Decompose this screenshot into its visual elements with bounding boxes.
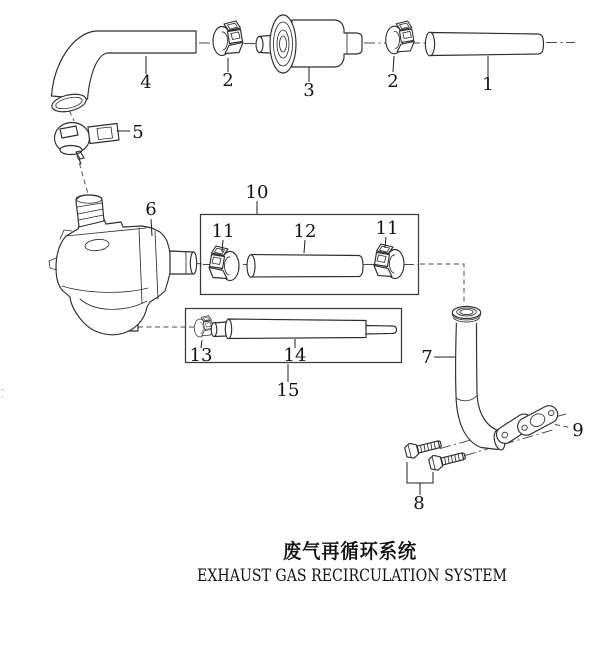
callout-11a: 11 xyxy=(211,221,235,242)
callout-7: 7 xyxy=(421,347,433,368)
part-12-hose xyxy=(247,255,363,278)
callout-4: 4 xyxy=(140,72,152,93)
part-11-clamp-left xyxy=(209,246,239,281)
part-3-valve-canister xyxy=(256,15,362,73)
callout-13: 13 xyxy=(189,345,213,366)
callout-11b: 11 xyxy=(375,218,399,239)
part-14-pipe xyxy=(211,319,396,339)
callout-9: 9 xyxy=(572,420,584,441)
callout-6: 6 xyxy=(145,199,157,220)
part-11-clamp-right xyxy=(374,244,404,279)
part-6-valve-assembly xyxy=(49,195,197,335)
part-8-bolts xyxy=(404,436,467,472)
part-2-clamp-left xyxy=(213,21,243,56)
callout-1: 1 xyxy=(482,74,494,95)
callout-5: 5 xyxy=(132,122,144,143)
callout-2a: 2 xyxy=(222,70,234,91)
callout-15: 15 xyxy=(276,380,300,401)
part-4-elbow-hose xyxy=(50,31,196,115)
title-english: EXHAUST GAS RECIRCULATION SYSTEM xyxy=(197,566,507,586)
callout-10: 10 xyxy=(245,182,269,203)
part-9-gasket xyxy=(515,403,561,439)
title-chinese: 废气再循环系统 xyxy=(283,539,417,563)
callout-2b: 2 xyxy=(387,71,399,92)
diagram-titles xyxy=(197,539,507,586)
callout-3: 3 xyxy=(303,80,315,101)
callout-14: 14 xyxy=(283,345,307,366)
part-1-hose xyxy=(425,32,543,56)
part-2-clamp-right xyxy=(386,21,415,54)
callout-8: 8 xyxy=(413,493,425,514)
callout-12: 12 xyxy=(293,221,317,242)
part-5-band-clamp xyxy=(55,123,120,165)
part-13-clamp xyxy=(194,316,213,337)
